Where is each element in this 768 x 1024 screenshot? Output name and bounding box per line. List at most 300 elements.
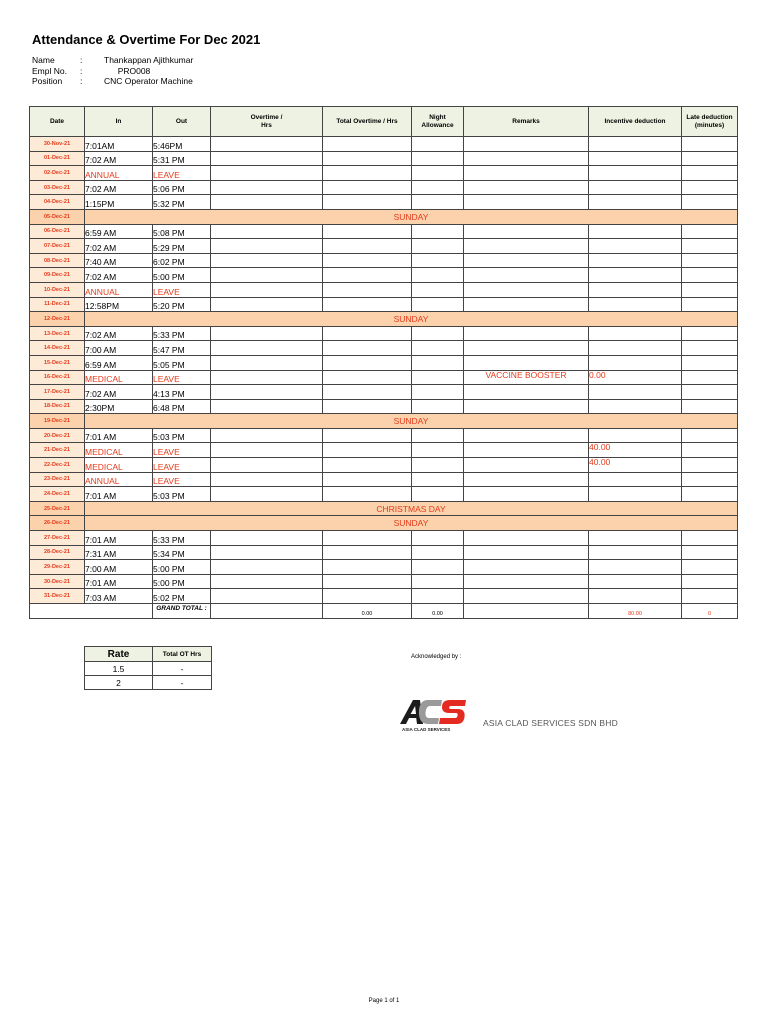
night-allowance-cell: [412, 166, 464, 181]
date-cell: 30-Nov-21: [30, 137, 85, 152]
name-value: Thankappan Ajithkumar: [104, 55, 194, 65]
table-row: [30, 137, 738, 152]
rate-table-wrap: [84, 646, 212, 690]
in-cell: MEDICAL: [85, 370, 153, 385]
date-cell: 05-Dec-21: [30, 209, 85, 224]
name-label: Name: [32, 55, 55, 65]
acs-logo: [398, 694, 470, 734]
overtime-cell: [211, 137, 323, 152]
attendance-body: [30, 137, 738, 619]
table-row: [30, 239, 738, 254]
table-row: [30, 312, 738, 327]
in-cell: 7:02 AM: [85, 326, 153, 341]
out-cell: 5:32 PM: [153, 195, 211, 210]
in-cell: 7:02 AM: [85, 268, 153, 283]
colon: :: [80, 55, 83, 65]
attendance-header-row: [30, 107, 738, 137]
table-row: [30, 458, 738, 473]
incentive-cell: [589, 239, 682, 254]
overtime-cell: [211, 239, 323, 254]
night-allowance-cell: [412, 326, 464, 341]
holiday-band: SUNDAY: [85, 312, 738, 327]
holiday-band: SUNDAY: [85, 209, 738, 224]
overtime-cell: [211, 560, 323, 575]
total-overtime-per-hrs: [211, 604, 323, 619]
late-cell: [682, 326, 738, 341]
late-cell: [682, 458, 738, 473]
incentive-cell: [589, 253, 682, 268]
incentive-cell: [589, 574, 682, 589]
out-cell: 5:47 PM: [153, 341, 211, 356]
total-overtime-cell: [323, 589, 412, 604]
column-header-remarks: Remarks: [464, 107, 589, 137]
page-title: Attendance & Overtime For Dec 2021: [32, 32, 261, 47]
date-cell: 04-Dec-21: [30, 195, 85, 210]
late-cell: [682, 166, 738, 181]
date-cell: 01-Dec-21: [30, 151, 85, 166]
acknowledged-label: Acknowledged by :: [411, 654, 462, 660]
out-cell: 5:34 PM: [153, 545, 211, 560]
total-overtime-cell: [323, 458, 412, 473]
total-overtime-cell: [323, 180, 412, 195]
night-allowance-cell: [412, 589, 464, 604]
table-row: [30, 399, 738, 414]
night-allowance-cell: [412, 385, 464, 400]
night-allowance-cell: [412, 253, 464, 268]
in-cell: 7:02 AM: [85, 385, 153, 400]
out-cell: LEAVE: [153, 370, 211, 385]
late-cell: [682, 268, 738, 283]
late-cell: [682, 195, 738, 210]
date-cell: 06-Dec-21: [30, 224, 85, 239]
remarks-cell: VACCINE BOOSTER: [464, 370, 589, 385]
total-night-allowance-value: 0.00: [412, 604, 464, 619]
in-cell: 7:00 AM: [85, 560, 153, 575]
rate-row: [85, 676, 212, 690]
colon: :: [80, 65, 83, 76]
overtime-cell: [211, 166, 323, 181]
late-cell: [682, 443, 738, 458]
late-cell: [682, 589, 738, 604]
out-cell: 5:29 PM: [153, 239, 211, 254]
remarks-cell: [464, 560, 589, 575]
date-cell: 16-Dec-21: [30, 370, 85, 385]
in-cell: 7:01 AM: [85, 428, 153, 443]
overtime-cell: [211, 297, 323, 312]
table-row: [30, 209, 738, 224]
total-overtime-cell: [323, 268, 412, 283]
in-cell: ANNUAL: [85, 472, 153, 487]
page-footer: Page 1 of 1: [368, 998, 400, 1004]
total-overtime-cell: [323, 385, 412, 400]
in-cell: MEDICAL: [85, 458, 153, 473]
late-cell: [682, 487, 738, 502]
table-row: [30, 224, 738, 239]
late-cell: [682, 370, 738, 385]
remarks-cell: [464, 180, 589, 195]
overtime-cell: [211, 545, 323, 560]
out-cell: 5:08 PM: [153, 224, 211, 239]
remarks-cell: [464, 224, 589, 239]
night-allowance-cell: [412, 180, 464, 195]
rate-row: [85, 662, 212, 676]
column-header-overtime: Overtime / Hrs: [211, 107, 323, 137]
overtime-cell: [211, 326, 323, 341]
overtime-cell: [211, 574, 323, 589]
date-cell: 11-Dec-21: [30, 297, 85, 312]
total-overtime-cell: [323, 560, 412, 575]
table-row: [30, 472, 738, 487]
colon: :: [80, 76, 83, 86]
incentive-cell: [589, 545, 682, 560]
date-cell: 09-Dec-21: [30, 268, 85, 283]
night-allowance-cell: [412, 545, 464, 560]
date-cell: 25-Dec-21: [30, 501, 85, 516]
late-cell: [682, 239, 738, 254]
incentive-cell: [589, 472, 682, 487]
late-cell: [682, 428, 738, 443]
total-ot-hrs-header: Total OT Hrs: [153, 647, 212, 662]
in-cell: MEDICAL: [85, 443, 153, 458]
remarks-cell: [464, 282, 589, 297]
remarks-cell: [464, 531, 589, 546]
incentive-cell: [589, 531, 682, 546]
logo-subtext: ASIA CLAD SERVICES: [402, 727, 451, 732]
table-row: [30, 195, 738, 210]
grand-total-row: [30, 604, 738, 619]
in-cell: 2:30PM: [85, 399, 153, 414]
late-cell: [682, 282, 738, 297]
date-cell: 30-Dec-21: [30, 574, 85, 589]
night-allowance-cell: [412, 268, 464, 283]
overtime-cell: [211, 224, 323, 239]
incentive-cell: [589, 487, 682, 502]
in-cell: 7:40 AM: [85, 253, 153, 268]
overtime-cell: [211, 589, 323, 604]
in-cell: 7:01 AM: [85, 574, 153, 589]
overtime-cell: [211, 341, 323, 356]
column-header-night-allowance: Night Allowance: [412, 107, 464, 137]
in-cell: 7:01 AM: [85, 531, 153, 546]
in-cell: 7:02 AM: [85, 180, 153, 195]
overtime-cell: [211, 180, 323, 195]
out-cell: 4:13 PM: [153, 385, 211, 400]
out-cell: 5:03 PM: [153, 487, 211, 502]
table-row: [30, 151, 738, 166]
date-cell: 02-Dec-21: [30, 166, 85, 181]
date-cell: 28-Dec-21: [30, 545, 85, 560]
overtime-cell: [211, 282, 323, 297]
total-late-value: 0: [682, 604, 738, 619]
night-allowance-cell: [412, 341, 464, 356]
incentive-cell: [589, 385, 682, 400]
night-allowance-cell: [412, 399, 464, 414]
remarks-cell: [464, 137, 589, 152]
remarks-cell: [464, 487, 589, 502]
table-row: [30, 268, 738, 283]
overtime-cell: [211, 253, 323, 268]
column-header-total-overtime: Total Overtime / Hrs: [323, 107, 412, 137]
ot-hrs-value: -: [153, 662, 212, 676]
ot-hrs-value: -: [153, 676, 212, 690]
table-row: [30, 370, 738, 385]
date-cell: 13-Dec-21: [30, 326, 85, 341]
out-cell: 5:00 PM: [153, 574, 211, 589]
total-overtime-cell: [323, 282, 412, 297]
remarks-cell: [464, 428, 589, 443]
total-overtime-cell: [323, 399, 412, 414]
incentive-cell: [589, 355, 682, 370]
remarks-cell: [464, 341, 589, 356]
rate-header-row: [85, 647, 212, 662]
night-allowance-cell: [412, 560, 464, 575]
table-row: [30, 443, 738, 458]
column-header-out: Out: [153, 107, 211, 137]
rate-header: Rate: [85, 647, 153, 662]
remarks-cell: [464, 385, 589, 400]
incentive-cell: [589, 268, 682, 283]
total-overtime-cell: [323, 341, 412, 356]
date-cell: 10-Dec-21: [30, 282, 85, 297]
table-row: [30, 501, 738, 516]
total-overtime-cell: [323, 355, 412, 370]
total-overtime-cell: [323, 297, 412, 312]
in-cell: ANNUAL: [85, 166, 153, 181]
date-cell: 21-Dec-21: [30, 443, 85, 458]
out-cell: 5:00 PM: [153, 560, 211, 575]
late-cell: [682, 137, 738, 152]
column-header-date: Date: [30, 107, 85, 137]
total-overtime-cell: [323, 253, 412, 268]
table-row: [30, 545, 738, 560]
grand-total-blank: [30, 604, 153, 619]
total-overtime-cell: [323, 428, 412, 443]
incentive-cell: [589, 224, 682, 239]
table-row: [30, 180, 738, 195]
incentive-cell: [589, 399, 682, 414]
date-cell: 07-Dec-21: [30, 239, 85, 254]
late-cell: [682, 180, 738, 195]
rate-value: 2: [85, 676, 153, 690]
out-cell: 5:03 PM: [153, 428, 211, 443]
column-header-late-deduction: Late deduction (minutes): [682, 107, 738, 137]
overtime-cell: [211, 151, 323, 166]
date-cell: 03-Dec-21: [30, 180, 85, 195]
late-cell: [682, 297, 738, 312]
holiday-band: SUNDAY: [85, 516, 738, 531]
in-cell: 7:03 AM: [85, 589, 153, 604]
remarks-cell: [464, 326, 589, 341]
incentive-cell: [589, 166, 682, 181]
total-overtime-cell: [323, 326, 412, 341]
out-cell: LEAVE: [153, 458, 211, 473]
rate-table: [84, 646, 212, 690]
total-overtime-cell: [323, 166, 412, 181]
table-row: [30, 574, 738, 589]
table-row: [30, 560, 738, 575]
late-cell: [682, 545, 738, 560]
out-cell: 5:33 PM: [153, 326, 211, 341]
rate-value: 1.5: [85, 662, 153, 676]
position-value: CNC Operator Machine: [104, 76, 193, 86]
overtime-cell: [211, 399, 323, 414]
out-cell: 5:33 PM: [153, 531, 211, 546]
out-cell: 5:46PM: [153, 137, 211, 152]
in-cell: 6:59 AM: [85, 355, 153, 370]
in-cell: 7:31 AM: [85, 545, 153, 560]
night-allowance-cell: [412, 151, 464, 166]
out-cell: 5:31 PM: [153, 151, 211, 166]
date-cell: 23-Dec-21: [30, 472, 85, 487]
date-cell: 22-Dec-21: [30, 458, 85, 473]
in-cell: 6:59 AM: [85, 224, 153, 239]
total-overtime-cell: [323, 137, 412, 152]
night-allowance-cell: [412, 224, 464, 239]
empl-label: Empl No.: [32, 65, 67, 76]
overtime-cell: [211, 428, 323, 443]
holiday-band: CHRISTMAS DAY: [85, 501, 738, 516]
remarks-cell: [464, 589, 589, 604]
remarks-cell: [464, 355, 589, 370]
late-cell: [682, 355, 738, 370]
incentive-cell: [589, 137, 682, 152]
table-row: [30, 516, 738, 531]
late-cell: [682, 560, 738, 575]
holiday-band: SUNDAY: [85, 414, 738, 429]
incentive-cell: [589, 341, 682, 356]
night-allowance-cell: [412, 443, 464, 458]
out-cell: LEAVE: [153, 443, 211, 458]
night-allowance-cell: [412, 458, 464, 473]
table-row: [30, 297, 738, 312]
date-cell: 15-Dec-21: [30, 355, 85, 370]
in-cell: 7:01 AM: [85, 487, 153, 502]
date-cell: 31-Dec-21: [30, 589, 85, 604]
out-cell: 5:06 PM: [153, 180, 211, 195]
remarks-cell: [464, 151, 589, 166]
in-cell: 7:01AM: [85, 137, 153, 152]
overtime-cell: [211, 370, 323, 385]
overtime-cell: [211, 195, 323, 210]
incentive-cell: [589, 282, 682, 297]
remarks-cell: [464, 472, 589, 487]
total-overtime-cell: [323, 195, 412, 210]
date-cell: 24-Dec-21: [30, 487, 85, 502]
out-cell: LEAVE: [153, 472, 211, 487]
in-cell: ANNUAL: [85, 282, 153, 297]
table-row: [30, 282, 738, 297]
table-row: [30, 253, 738, 268]
night-allowance-cell: [412, 355, 464, 370]
total-overtime-cell: [323, 472, 412, 487]
remarks-cell: [464, 166, 589, 181]
total-overtime-cell: [323, 370, 412, 385]
overtime-cell: [211, 487, 323, 502]
out-cell: 5:20 PM: [153, 297, 211, 312]
out-cell: LEAVE: [153, 166, 211, 181]
employee-info: [32, 55, 244, 87]
date-cell: 29-Dec-21: [30, 560, 85, 575]
night-allowance-cell: [412, 282, 464, 297]
remarks-cell: [464, 239, 589, 254]
overtime-cell: [211, 268, 323, 283]
in-cell: 7:02 AM: [85, 239, 153, 254]
remarks-cell: [464, 253, 589, 268]
night-allowance-cell: [412, 137, 464, 152]
night-allowance-cell: [412, 428, 464, 443]
overtime-cell: [211, 443, 323, 458]
in-cell: 7:02 AM: [85, 151, 153, 166]
night-allowance-cell: [412, 574, 464, 589]
late-cell: [682, 399, 738, 414]
remarks-cell: [464, 443, 589, 458]
remarks-cell: [464, 399, 589, 414]
night-allowance-cell: [412, 195, 464, 210]
in-cell: 12:58PM: [85, 297, 153, 312]
empl-row: [32, 66, 244, 77]
remarks-cell: [464, 268, 589, 283]
out-cell: 6:02 PM: [153, 253, 211, 268]
grand-total-label: GRAND TOTAL :: [153, 604, 211, 619]
table-row: [30, 531, 738, 546]
late-cell: [682, 253, 738, 268]
date-cell: 19-Dec-21: [30, 414, 85, 429]
night-allowance-cell: [412, 531, 464, 546]
total-overtime-cell: [323, 443, 412, 458]
total-overtime-cell: [323, 239, 412, 254]
total-overtime-cell: [323, 574, 412, 589]
attendance-table: [29, 106, 738, 619]
total-overtime-cell: [323, 487, 412, 502]
date-cell: 12-Dec-21: [30, 312, 85, 327]
total-incentive-value: 80.00: [589, 604, 682, 619]
night-allowance-cell: [412, 370, 464, 385]
overtime-cell: [211, 385, 323, 400]
late-cell: [682, 341, 738, 356]
empl-value: PRO008: [117, 65, 151, 76]
night-allowance-cell: [412, 239, 464, 254]
out-cell: 5:00 PM: [153, 268, 211, 283]
table-row: [30, 385, 738, 400]
incentive-cell: [589, 560, 682, 575]
table-row: [30, 166, 738, 181]
incentive-cell: 40.00: [589, 458, 682, 473]
table-row: [30, 487, 738, 502]
remarks-cell: [464, 297, 589, 312]
out-cell: 6:48 PM: [153, 399, 211, 414]
date-cell: 18-Dec-21: [30, 399, 85, 414]
late-cell: [682, 531, 738, 546]
late-cell: [682, 385, 738, 400]
remarks-cell: [464, 458, 589, 473]
overtime-cell: [211, 458, 323, 473]
date-cell: 17-Dec-21: [30, 385, 85, 400]
late-cell: [682, 472, 738, 487]
incentive-cell: [589, 297, 682, 312]
in-cell: 7:00 AM: [85, 341, 153, 356]
incentive-cell: [589, 326, 682, 341]
total-overtime-cell: [323, 545, 412, 560]
name-row: [32, 55, 244, 66]
overtime-cell: [211, 355, 323, 370]
table-row: [30, 589, 738, 604]
out-cell: 5:05 PM: [153, 355, 211, 370]
late-cell: [682, 224, 738, 239]
position-label: Position: [32, 76, 63, 86]
table-row: [30, 341, 738, 356]
table-row: [30, 355, 738, 370]
overtime-cell: [211, 531, 323, 546]
